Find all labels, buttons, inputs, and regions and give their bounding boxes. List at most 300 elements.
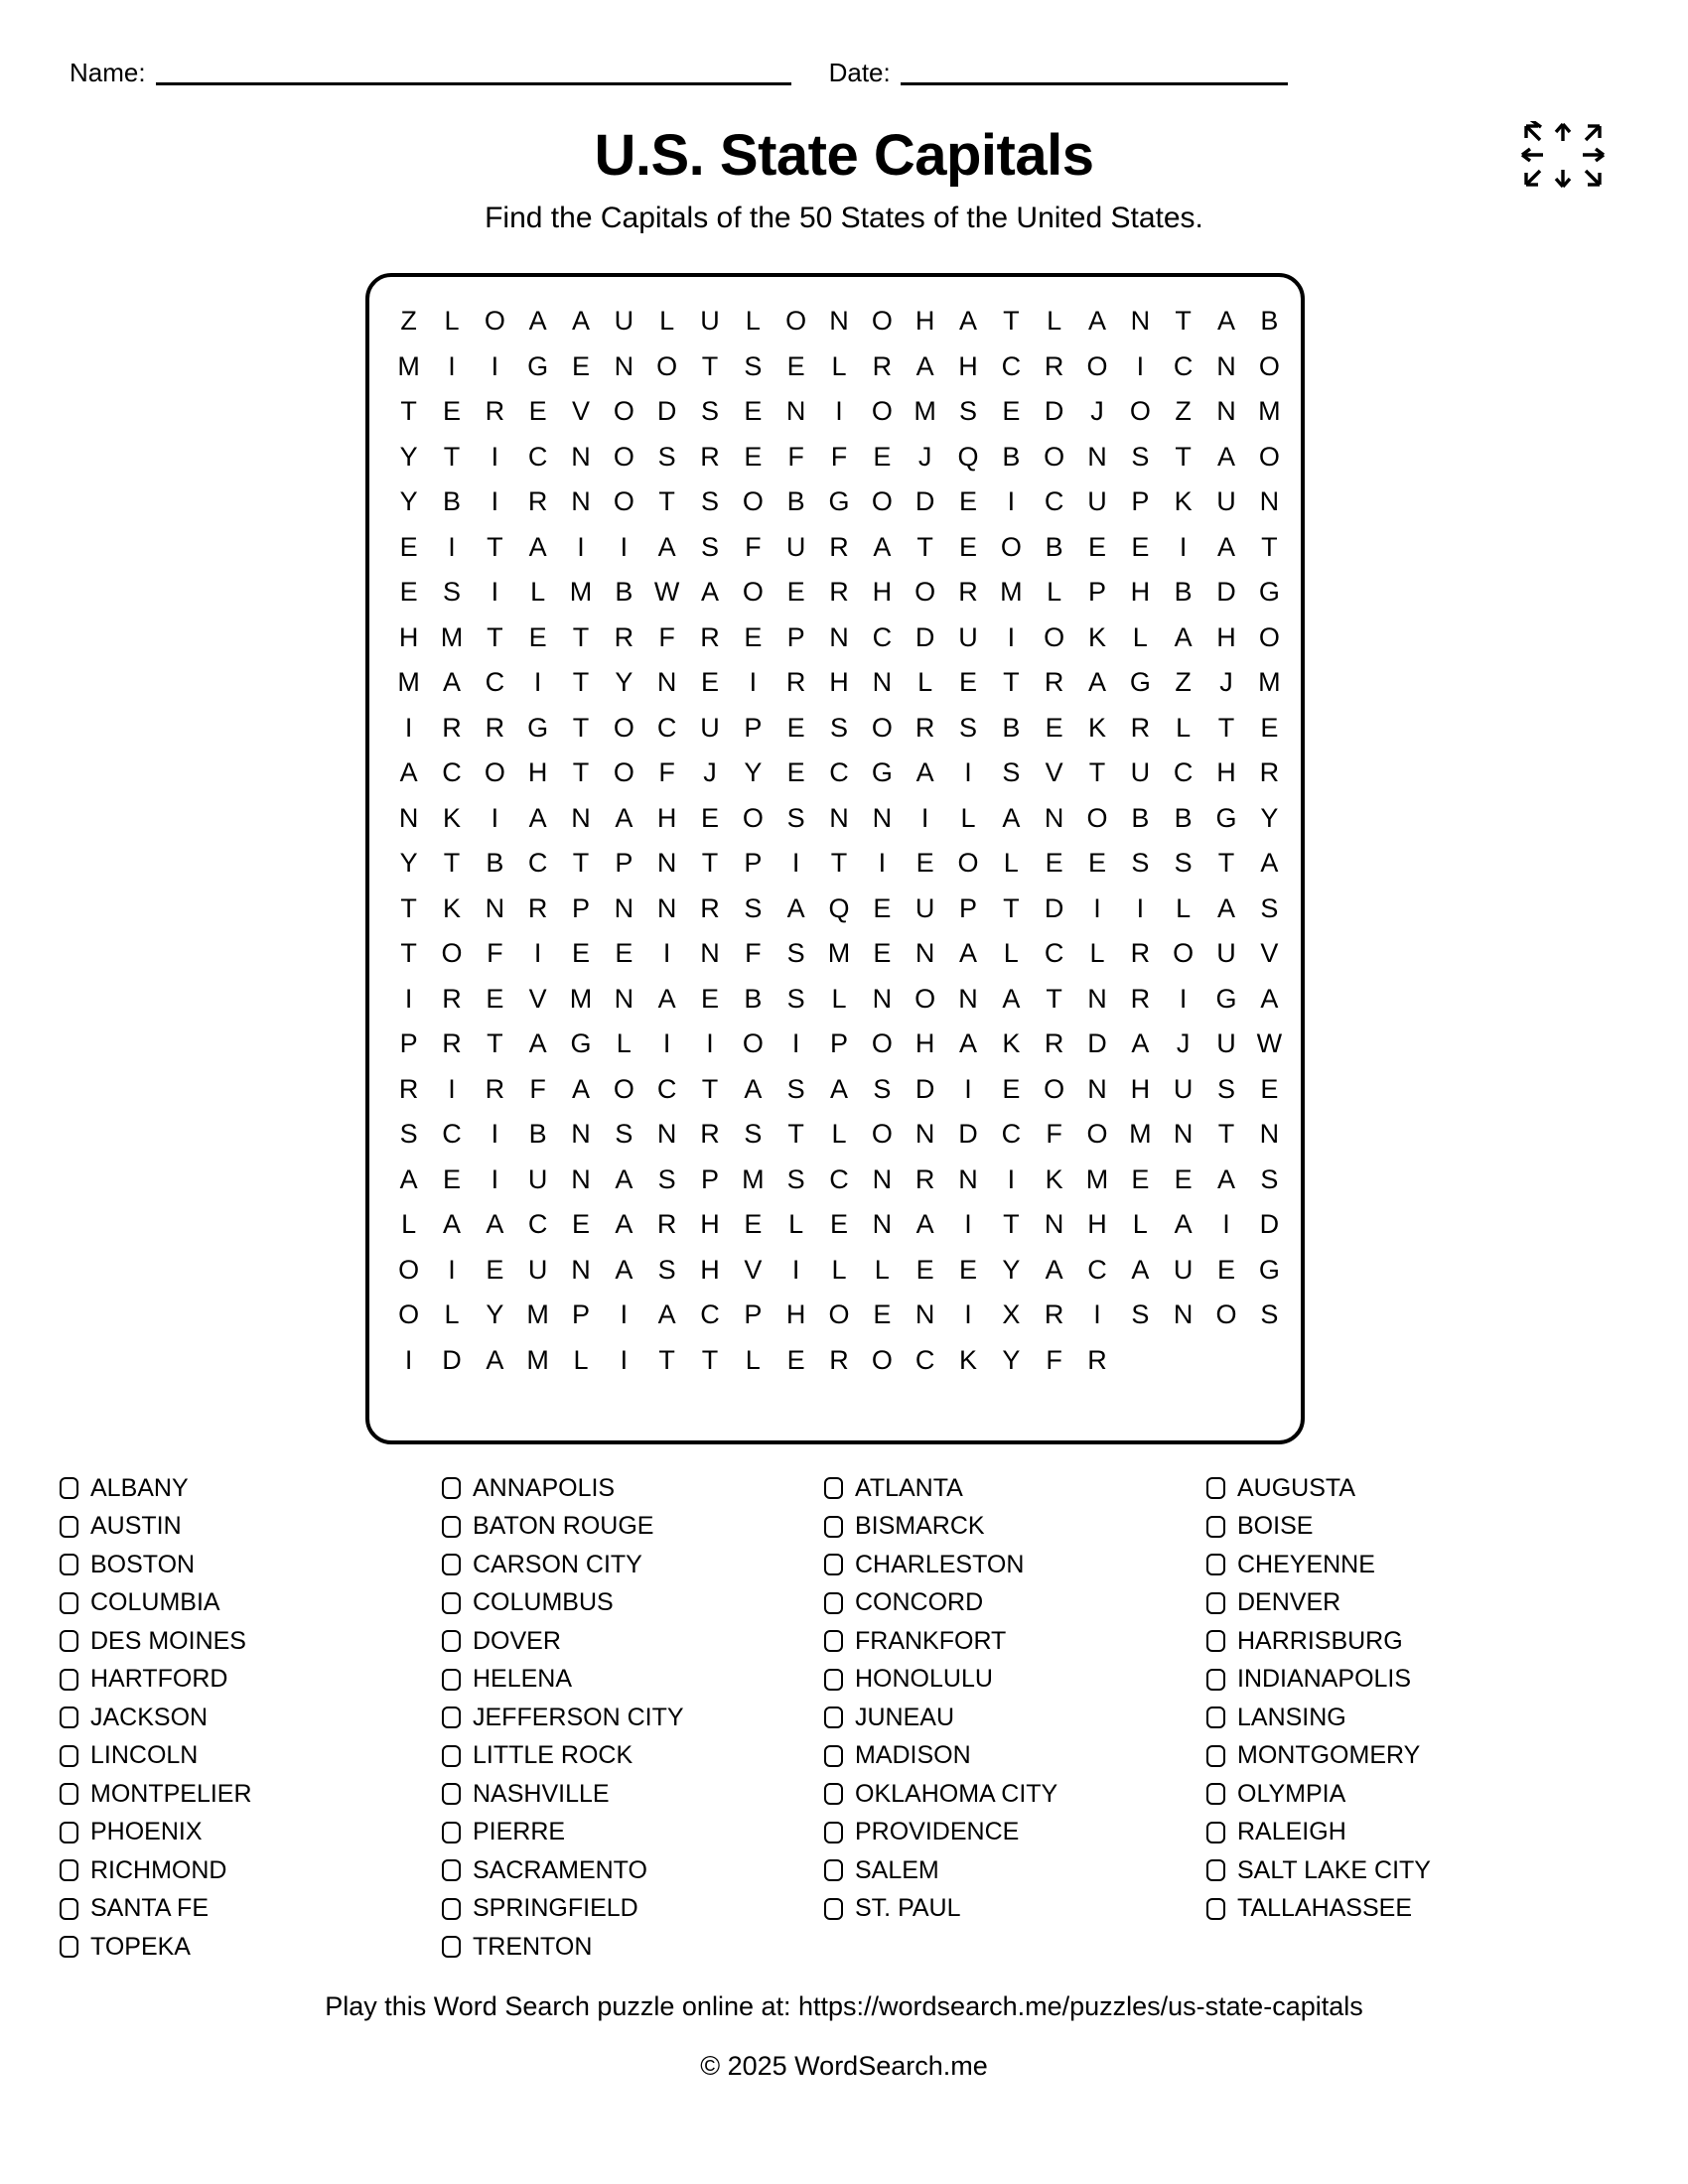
grid-cell[interactable]: T <box>1046 983 1062 1014</box>
grid-cell[interactable]: B <box>486 848 504 879</box>
grid-cell[interactable]: A <box>571 1073 590 1104</box>
grid-cell[interactable]: E <box>528 621 547 652</box>
grid-cell[interactable]: Y <box>486 1299 504 1330</box>
checkbox-icon[interactable] <box>442 1706 461 1728</box>
grid-cell[interactable]: X <box>1002 1299 1021 1330</box>
grid-cell[interactable]: S <box>700 531 719 562</box>
grid-cell[interactable]: L <box>401 1209 417 1240</box>
grid-cell[interactable]: Y <box>399 441 418 472</box>
grid-cell[interactable]: O <box>656 350 678 381</box>
grid-cell[interactable]: I <box>491 1119 499 1150</box>
grid-cell[interactable]: N <box>656 848 677 879</box>
grid-cell[interactable]: K <box>442 892 461 923</box>
grid-cell[interactable]: C <box>442 757 462 788</box>
grid-cell[interactable]: A <box>615 802 633 833</box>
grid-cell[interactable]: A <box>873 531 892 562</box>
grid-cell[interactable]: I <box>706 1028 714 1059</box>
grid-cell[interactable]: L <box>745 306 761 337</box>
grid-cell[interactable]: I <box>448 531 456 562</box>
grid-cell[interactable]: Y <box>1002 1344 1021 1375</box>
grid-cell[interactable]: G <box>828 486 850 517</box>
grid-cell[interactable]: T <box>916 531 933 562</box>
grid-cell[interactable]: N <box>398 802 419 833</box>
grid-cell[interactable]: G <box>527 712 549 743</box>
grid-cell[interactable]: C <box>1001 350 1022 381</box>
word-list-item[interactable] <box>60 1851 442 1890</box>
grid-cell[interactable]: D <box>1044 396 1064 427</box>
grid-cell[interactable]: R <box>1130 712 1151 743</box>
grid-cell[interactable]: O <box>613 757 634 788</box>
grid-cell[interactable]: N <box>829 621 849 652</box>
grid-cell[interactable]: A <box>700 577 719 608</box>
grid-cell[interactable]: T <box>487 1028 503 1059</box>
checkbox-icon[interactable] <box>824 1592 843 1614</box>
grid-cell[interactable]: R <box>1130 938 1151 969</box>
grid-cell[interactable]: P <box>571 892 590 923</box>
grid-cell[interactable]: B <box>1002 712 1021 743</box>
grid-cell[interactable]: G <box>1215 802 1237 833</box>
grid-cell[interactable]: H <box>1130 577 1151 608</box>
grid-cell[interactable]: N <box>656 1119 677 1150</box>
grid-cell[interactable]: I <box>1222 1209 1230 1240</box>
word-list-item[interactable] <box>60 1699 442 1737</box>
grid-cell[interactable]: I <box>964 1209 972 1240</box>
word-list-item[interactable] <box>1206 1699 1589 1737</box>
checkbox-icon[interactable] <box>824 1898 843 1920</box>
checkbox-icon[interactable] <box>1206 1592 1225 1614</box>
grid-cell[interactable]: R <box>398 1073 419 1104</box>
grid-cell[interactable]: F <box>658 757 675 788</box>
grid-cell[interactable]: O <box>871 1344 893 1375</box>
grid-cell[interactable]: N <box>1216 396 1236 427</box>
grid-cell[interactable]: O <box>871 712 893 743</box>
grid-cell[interactable]: O <box>1044 1073 1065 1104</box>
grid-cell[interactable]: A <box>1216 306 1235 337</box>
grid-cell[interactable]: E <box>744 441 763 472</box>
grid-cell[interactable]: D <box>1044 892 1064 923</box>
grid-cell[interactable]: N <box>914 1119 935 1150</box>
grid-cell[interactable]: A <box>1002 802 1021 833</box>
grid-cell[interactable]: E <box>615 938 633 969</box>
checkbox-icon[interactable] <box>442 1898 461 1920</box>
word-list-item[interactable] <box>1206 1584 1589 1623</box>
grid-cell[interactable]: G <box>1215 983 1237 1014</box>
grid-cell[interactable]: E <box>700 667 719 698</box>
grid-cell[interactable]: B <box>615 577 633 608</box>
grid-cell[interactable]: O <box>613 1073 634 1104</box>
grid-cell[interactable]: O <box>484 757 505 788</box>
word-list-item[interactable] <box>442 1546 824 1584</box>
grid-cell[interactable]: D <box>914 486 935 517</box>
grid-cell[interactable]: T <box>701 1073 719 1104</box>
grid-cell[interactable]: P <box>700 1163 719 1194</box>
grid-cell[interactable]: R <box>829 531 849 562</box>
grid-cell[interactable]: I <box>791 1028 800 1059</box>
grid-cell[interactable]: S <box>657 441 676 472</box>
grid-cell[interactable]: T <box>487 621 503 652</box>
grid-cell[interactable]: K <box>1087 621 1106 652</box>
grid-cell[interactable]: L <box>1089 938 1105 969</box>
word-list-item[interactable] <box>824 1546 1206 1584</box>
grid-cell[interactable]: U <box>700 712 720 743</box>
grid-cell[interactable]: S <box>657 1254 676 1285</box>
grid-cell[interactable]: I <box>620 1344 629 1375</box>
grid-cell[interactable]: S <box>786 983 805 1014</box>
grid-cell[interactable]: N <box>872 983 893 1014</box>
checkbox-icon[interactable] <box>824 1745 843 1767</box>
checkbox-icon[interactable] <box>824 1554 843 1575</box>
grid-cell[interactable]: C <box>485 667 505 698</box>
grid-cell[interactable]: C <box>1044 938 1064 969</box>
grid-cell[interactable]: E <box>486 1254 504 1285</box>
grid-cell[interactable]: T <box>701 1344 719 1375</box>
grid-cell[interactable]: N <box>614 350 634 381</box>
grid-cell[interactable]: C <box>914 1344 935 1375</box>
grid-cell[interactable]: O <box>742 486 764 517</box>
grid-cell[interactable]: L <box>874 1254 890 1285</box>
grid-cell[interactable]: C <box>442 1119 462 1150</box>
grid-cell[interactable]: S <box>700 486 719 517</box>
grid-cell[interactable]: E <box>786 757 805 788</box>
grid-cell[interactable]: I <box>1007 486 1016 517</box>
grid-cell[interactable]: O <box>742 1028 764 1059</box>
word-list-item[interactable] <box>60 1890 442 1929</box>
word-list-item[interactable] <box>442 1622 824 1661</box>
grid-cell[interactable]: O <box>613 486 634 517</box>
grid-cell[interactable]: O <box>1215 1299 1237 1330</box>
word-list-item[interactable] <box>824 1737 1206 1776</box>
word-list-item[interactable] <box>60 1584 442 1623</box>
checkbox-icon[interactable] <box>60 1554 78 1575</box>
grid-cell[interactable]: F <box>658 621 675 652</box>
grid-cell[interactable]: T <box>400 396 417 427</box>
grid-cell[interactable]: I <box>1179 531 1188 562</box>
grid-cell[interactable]: M <box>569 577 593 608</box>
grid-cell[interactable]: H <box>914 1028 935 1059</box>
checkbox-icon[interactable] <box>442 1554 461 1575</box>
checkbox-icon[interactable] <box>1206 1859 1225 1881</box>
word-list-item[interactable] <box>1206 1546 1589 1584</box>
grid-cell[interactable]: M <box>440 621 464 652</box>
grid-cell[interactable]: O <box>1044 441 1065 472</box>
grid-cell[interactable]: B <box>1131 802 1150 833</box>
grid-cell[interactable]: B <box>442 486 461 517</box>
word-list-item[interactable] <box>824 1890 1206 1929</box>
grid-cell[interactable]: T <box>658 1344 675 1375</box>
grid-cell[interactable]: C <box>656 712 677 743</box>
grid-cell[interactable]: B <box>1174 577 1193 608</box>
grid-cell[interactable]: R <box>485 1073 505 1104</box>
grid-cell[interactable]: D <box>914 621 935 652</box>
grid-cell[interactable]: D <box>914 1073 935 1104</box>
grid-cell[interactable]: N <box>700 938 720 969</box>
grid-cell[interactable]: Q <box>828 892 850 923</box>
grid-cell[interactable]: R <box>700 621 720 652</box>
grid-cell[interactable]: A <box>1174 1209 1193 1240</box>
grid-cell[interactable]: A <box>958 938 977 969</box>
grid-cell[interactable]: O <box>1258 350 1280 381</box>
grid-cell[interactable]: B <box>1045 531 1063 562</box>
grid-cell[interactable]: S <box>1131 848 1150 879</box>
grid-cell[interactable]: O <box>742 577 764 608</box>
checkbox-icon[interactable] <box>442 1859 461 1881</box>
grid-cell[interactable]: L <box>831 1119 847 1150</box>
grid-cell[interactable]: L <box>444 306 460 337</box>
grid-cell[interactable]: B <box>1002 441 1021 472</box>
grid-cell[interactable]: D <box>1216 577 1236 608</box>
word-list-item[interactable] <box>60 1814 442 1852</box>
grid-cell[interactable]: N <box>571 802 591 833</box>
grid-cell[interactable]: M <box>827 938 851 969</box>
grid-cell[interactable]: U <box>700 306 720 337</box>
grid-cell[interactable]: I <box>791 1254 800 1285</box>
grid-cell[interactable]: C <box>700 1299 720 1330</box>
grid-cell[interactable]: L <box>1047 306 1062 337</box>
grid-cell[interactable]: O <box>1086 1119 1108 1150</box>
grid-cell[interactable]: V <box>744 1254 763 1285</box>
grid-cell[interactable]: E <box>958 531 977 562</box>
grid-cell[interactable]: A <box>571 306 590 337</box>
checkbox-icon[interactable] <box>1206 1516 1225 1538</box>
grid-cell[interactable]: H <box>1216 621 1236 652</box>
grid-cell[interactable]: O <box>613 441 634 472</box>
grid-cell[interactable]: I <box>964 1073 972 1104</box>
grid-cell[interactable]: I <box>662 938 671 969</box>
grid-cell[interactable]: S <box>1174 848 1193 879</box>
grid-cell[interactable]: L <box>1132 1209 1148 1240</box>
grid-cell[interactable]: S <box>1131 441 1150 472</box>
checkbox-icon[interactable] <box>824 1516 843 1538</box>
word-list-item[interactable] <box>824 1851 1206 1890</box>
grid-cell[interactable]: H <box>1087 1209 1107 1240</box>
grid-cell[interactable]: T <box>1217 848 1235 879</box>
grid-cell[interactable]: O <box>1000 531 1022 562</box>
grid-cell[interactable]: T <box>572 667 590 698</box>
grid-cell[interactable]: A <box>657 1299 676 1330</box>
grid-cell[interactable]: R <box>914 1163 935 1194</box>
grid-cell[interactable]: I <box>1093 892 1101 923</box>
grid-cell[interactable]: L <box>616 1028 632 1059</box>
grid-cell[interactable]: H <box>829 667 849 698</box>
grid-cell[interactable]: B <box>1260 306 1279 337</box>
grid-cell[interactable]: I <box>533 938 542 969</box>
grid-cell[interactable]: L <box>444 1299 460 1330</box>
grid-cell[interactable]: M <box>1258 396 1281 427</box>
word-list-item[interactable] <box>1206 1622 1589 1661</box>
grid-cell[interactable]: L <box>1176 712 1192 743</box>
checkbox-icon[interactable] <box>824 1669 843 1691</box>
grid-cell[interactable]: U <box>527 1163 548 1194</box>
grid-cell[interactable]: P <box>1087 577 1106 608</box>
grid-cell[interactable]: C <box>1001 1119 1022 1150</box>
grid-cell[interactable]: E <box>1045 712 1063 743</box>
word-list-item[interactable] <box>1206 1890 1589 1929</box>
grid-cell[interactable]: F <box>745 938 762 969</box>
grid-cell[interactable]: E <box>915 848 934 879</box>
grid-cell[interactable]: T <box>572 712 590 743</box>
checkbox-icon[interactable] <box>1206 1822 1225 1843</box>
grid-cell[interactable]: H <box>700 1254 720 1285</box>
grid-cell[interactable]: G <box>871 757 893 788</box>
word-list-item[interactable] <box>824 1622 1206 1661</box>
grid-cell[interactable]: A <box>1087 306 1106 337</box>
grid-cell[interactable]: O <box>613 712 634 743</box>
grid-cell[interactable]: O <box>871 1028 893 1059</box>
word-list-item[interactable] <box>824 1508 1206 1547</box>
grid-cell[interactable]: A <box>486 1209 504 1240</box>
grid-cell[interactable]: N <box>1173 1299 1194 1330</box>
grid-cell[interactable]: R <box>442 1028 462 1059</box>
grid-cell[interactable]: N <box>872 1209 893 1240</box>
grid-cell[interactable]: P <box>615 848 633 879</box>
grid-cell[interactable]: D <box>958 1119 978 1150</box>
grid-cell[interactable]: F <box>487 938 503 969</box>
grid-cell[interactable]: J <box>703 757 717 788</box>
word-list-item[interactable] <box>824 1661 1206 1700</box>
word-list-item[interactable] <box>60 1661 442 1700</box>
grid-cell[interactable]: I <box>404 1344 413 1375</box>
grid-cell[interactable]: T <box>1175 441 1192 472</box>
grid-cell[interactable]: E <box>1002 1073 1021 1104</box>
grid-cell[interactable]: E <box>486 983 504 1014</box>
grid-cell[interactable]: S <box>1216 1073 1235 1104</box>
grid-cell[interactable]: M <box>914 396 936 427</box>
checkbox-icon[interactable] <box>1206 1669 1225 1691</box>
grid-cell[interactable]: A <box>915 757 934 788</box>
grid-cell[interactable]: T <box>1088 757 1106 788</box>
footer-url[interactable]: Play this Word Search puzzle online at: https://wordsearch.me/puzzles/us-state-capitals <box>325 1991 1363 2021</box>
grid-cell[interactable]: A <box>1131 1028 1150 1059</box>
grid-cell[interactable]: M <box>397 350 420 381</box>
grid-cell[interactable]: Y <box>615 667 633 698</box>
grid-cell[interactable]: S <box>1002 757 1021 788</box>
grid-cell[interactable]: H <box>785 1299 806 1330</box>
checkbox-icon[interactable] <box>60 1592 78 1614</box>
grid-cell[interactable]: T <box>443 848 461 879</box>
grid-cell[interactable]: B <box>1174 802 1193 833</box>
grid-cell[interactable]: O <box>613 396 634 427</box>
word-list-item[interactable] <box>1206 1469 1589 1508</box>
grid-cell[interactable]: N <box>1259 1119 1280 1150</box>
grid-cell[interactable]: A <box>528 1028 547 1059</box>
grid-cell[interactable]: U <box>1216 486 1236 517</box>
grid-cell[interactable]: N <box>1087 1073 1107 1104</box>
grid-cell[interactable]: A <box>528 531 547 562</box>
grid-cell[interactable]: D <box>656 396 677 427</box>
grid-cell[interactable]: I <box>1007 621 1016 652</box>
grid-cell[interactable]: L <box>1047 577 1062 608</box>
checkbox-icon[interactable] <box>824 1859 843 1881</box>
grid-cell[interactable]: A <box>615 1163 633 1194</box>
grid-cell[interactable]: U <box>1130 757 1151 788</box>
grid-cell[interactable]: V <box>528 983 547 1014</box>
grid-cell[interactable]: N <box>872 667 893 698</box>
word-list-item[interactable] <box>1206 1661 1589 1700</box>
word-list-item[interactable] <box>824 1469 1206 1508</box>
grid-cell[interactable]: S <box>1260 1299 1279 1330</box>
grid-cell[interactable]: E <box>873 441 892 472</box>
grid-cell[interactable]: L <box>1176 892 1192 923</box>
grid-cell[interactable]: P <box>571 1299 590 1330</box>
grid-cell[interactable]: E <box>1045 848 1063 879</box>
grid-cell[interactable]: R <box>485 712 505 743</box>
grid-cell[interactable]: E <box>915 1254 934 1285</box>
grid-cell[interactable]: P <box>829 1028 848 1059</box>
grid-cell[interactable]: A <box>915 1209 934 1240</box>
grid-cell[interactable]: A <box>1216 892 1235 923</box>
grid-cell[interactable]: H <box>656 802 677 833</box>
checkbox-icon[interactable] <box>60 1859 78 1881</box>
grid-cell[interactable]: A <box>528 306 547 337</box>
grid-cell[interactable]: O <box>957 848 979 879</box>
grid-cell[interactable]: L <box>960 802 976 833</box>
grid-cell[interactable]: I <box>448 1254 456 1285</box>
grid-cell[interactable]: N <box>1216 350 1236 381</box>
grid-cell[interactable]: D <box>1087 1028 1107 1059</box>
grid-cell[interactable]: L <box>659 306 675 337</box>
grid-cell[interactable]: U <box>914 892 935 923</box>
grid-cell[interactable]: S <box>1131 1299 1150 1330</box>
checkbox-icon[interactable] <box>442 1936 461 1958</box>
grid-cell[interactable]: T <box>400 938 417 969</box>
grid-cell[interactable]: S <box>744 350 763 381</box>
grid-cell[interactable]: D <box>442 1344 462 1375</box>
grid-cell[interactable]: H <box>1130 1073 1151 1104</box>
grid-cell[interactable]: S <box>786 938 805 969</box>
grid-cell[interactable]: F <box>745 531 762 562</box>
grid-cell[interactable]: O <box>1129 396 1151 427</box>
grid-cell[interactable]: U <box>1173 1254 1194 1285</box>
grid-cell[interactable]: T <box>1003 892 1020 923</box>
grid-cell[interactable]: F <box>529 1073 546 1104</box>
grid-cell[interactable]: Y <box>1260 802 1279 833</box>
word-list-item[interactable] <box>60 1775 442 1814</box>
checkbox-icon[interactable] <box>1206 1554 1225 1575</box>
grid-cell[interactable]: E <box>786 350 805 381</box>
grid-cell[interactable]: P <box>744 1299 763 1330</box>
grid-cell[interactable]: L <box>1132 621 1148 652</box>
grid-cell[interactable]: A <box>486 1344 504 1375</box>
grid-cell[interactable]: A <box>657 531 676 562</box>
grid-cell[interactable]: T <box>572 621 590 652</box>
grid-cell[interactable]: O <box>871 1119 893 1150</box>
grid-cell[interactable]: R <box>1044 667 1064 698</box>
checkbox-icon[interactable] <box>60 1477 78 1499</box>
grid-cell[interactable]: A <box>1002 983 1021 1014</box>
grid-cell[interactable]: R <box>442 983 462 1014</box>
grid-cell[interactable]: I <box>404 712 413 743</box>
grid-cell[interactable]: E <box>1131 1163 1150 1194</box>
grid-cell[interactable]: T <box>1003 306 1020 337</box>
grid-cell[interactable]: E <box>873 938 892 969</box>
grid-cell[interactable]: A <box>399 1163 418 1194</box>
grid-cell[interactable]: A <box>1174 621 1193 652</box>
word-list-item[interactable] <box>1206 1508 1589 1547</box>
grid-cell[interactable]: F <box>830 441 848 472</box>
grid-cell[interactable]: L <box>831 350 847 381</box>
grid-cell[interactable]: A <box>829 1073 848 1104</box>
grid-cell[interactable]: G <box>1129 667 1151 698</box>
grid-cell[interactable]: M <box>569 983 593 1014</box>
grid-cell[interactable]: U <box>1173 1073 1194 1104</box>
checkbox-icon[interactable] <box>442 1669 461 1691</box>
grid-cell[interactable]: A <box>1045 1254 1063 1285</box>
checkbox-icon[interactable] <box>1206 1898 1225 1920</box>
grid-cell[interactable]: V <box>1045 757 1063 788</box>
checkbox-icon[interactable] <box>442 1516 461 1538</box>
grid-cell[interactable]: G <box>1258 1254 1280 1285</box>
grid-cell[interactable]: E <box>744 396 763 427</box>
